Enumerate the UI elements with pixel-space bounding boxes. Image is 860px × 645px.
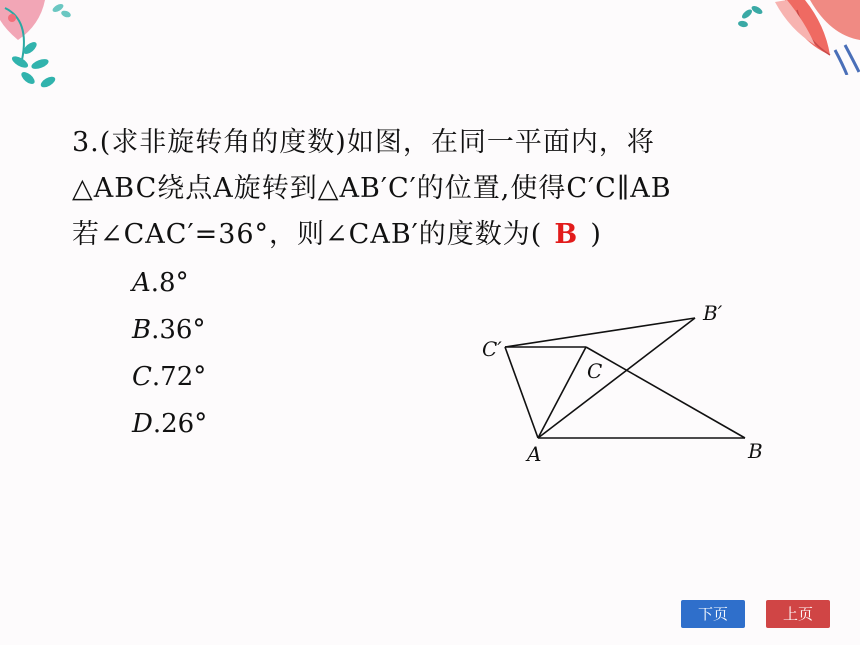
segment-c-b: [586, 347, 745, 438]
question-line-2: △ABC绕点A旋转到△AB′C′的位置,使得C′C∥AB: [72, 173, 672, 204]
question-tag: (求非旋转角的度数): [99, 127, 347, 158]
label-c-prime: C′: [482, 337, 502, 361]
label-b: B: [748, 439, 763, 463]
next-page-button[interactable]: 下页: [681, 600, 745, 628]
option-a-value: .8°: [150, 268, 189, 298]
option-c: [132, 354, 207, 401]
previous-page-button[interactable]: 上页: [766, 600, 830, 628]
question-number: 3.: [72, 127, 100, 158]
label-a: A: [527, 442, 542, 466]
question-text: [72, 120, 812, 258]
option-a-letter: A: [132, 268, 151, 298]
question-line-1-rest: 如图，在同一平面内，将: [346, 127, 655, 158]
option-c-letter: C: [132, 362, 152, 392]
floral-decoration-right: [735, 0, 860, 75]
option-a: [132, 260, 207, 307]
question-line-3-post: ): [590, 219, 602, 250]
geometry-figure: [470, 292, 790, 472]
answer-options: [132, 260, 207, 448]
answer-text: B: [554, 219, 579, 250]
option-d: [132, 401, 207, 448]
option-d-letter: D: [132, 409, 153, 439]
option-b-value: .36°: [151, 315, 206, 345]
option-d-value: .26°: [152, 409, 208, 439]
option-b: [132, 307, 207, 354]
question-line-3-pre: 若∠CAC′=36°，则∠CAB′的度数为(: [72, 219, 543, 250]
question-line-1: [72, 120, 812, 166]
floral-decoration-left: [0, 0, 90, 95]
segment-a-c: [538, 347, 586, 438]
segment-c-prime-b-prime: [505, 318, 695, 347]
label-c: C: [587, 359, 603, 383]
segment-a-c-prime: [505, 347, 538, 438]
option-b-letter: B: [132, 315, 152, 345]
segment-a-b-prime: [538, 318, 695, 438]
question-line-3: [72, 212, 812, 258]
option-c-value: .72°: [151, 362, 207, 392]
label-b-prime: B′: [703, 301, 723, 325]
